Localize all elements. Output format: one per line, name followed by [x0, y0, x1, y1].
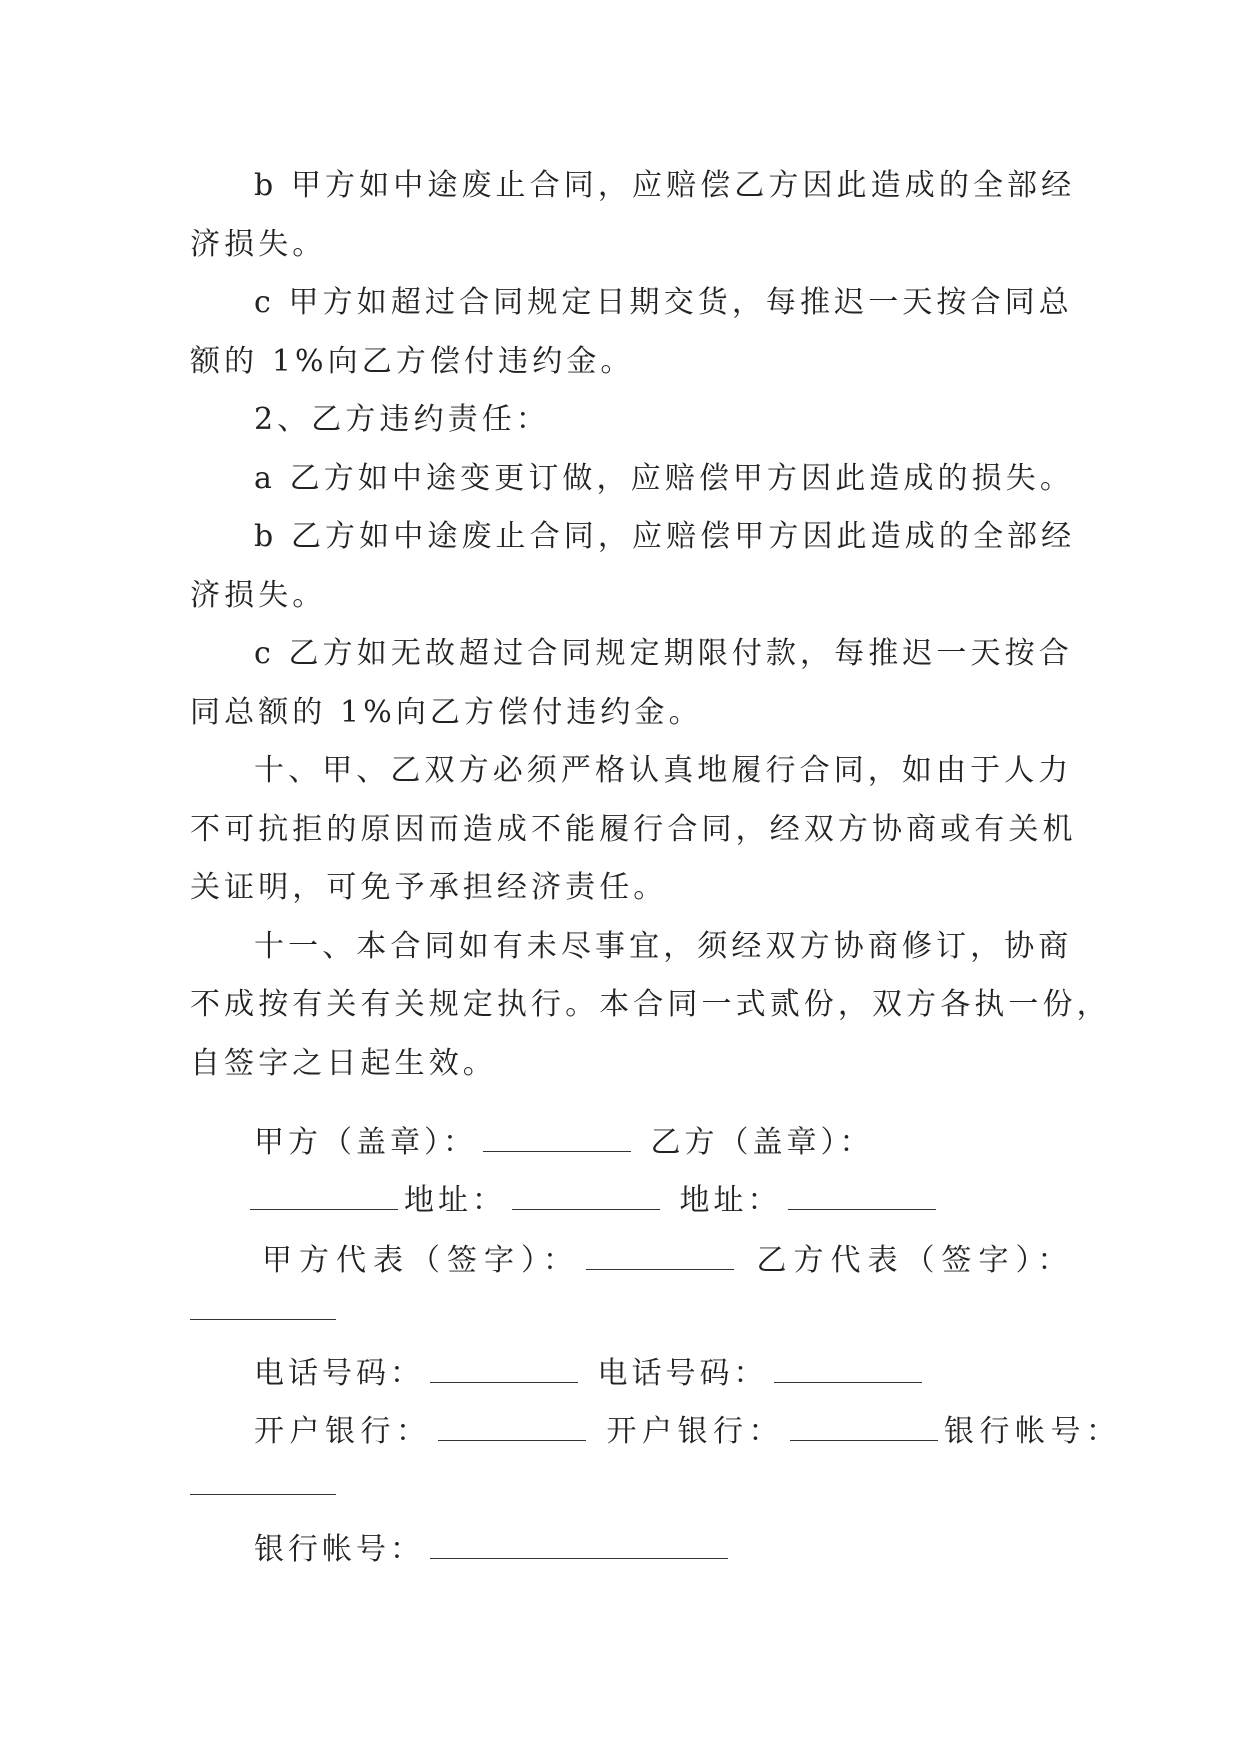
clause-line: 十一、本合同如有未尽事宜，须经双方协商修订，协商 — [254, 928, 1073, 964]
signature-row-account — [190, 1530, 1134, 1570]
party-b-seal-label: 乙方（盖章）： — [650, 1125, 874, 1160]
clause-line: c 甲方如超过合同规定日期交货，每推迟一天按合同总 — [254, 285, 1073, 320]
address-b-label: 地址： — [679, 1183, 782, 1218]
rep-b-blank — [190, 1319, 336, 1320]
signature-row-bank — [190, 1412, 1134, 1452]
clause-line: a 乙方如中途变更订做，应赔偿甲方因此造成的损失。 — [254, 460, 1074, 496]
rep-a-label: 甲方代表（签字）： — [262, 1243, 580, 1278]
rep-b-label: 乙方代表（签字）： — [756, 1243, 1075, 1278]
signature-row-seal — [190, 1123, 1134, 1163]
account-b-label: 银行帐号： — [254, 1532, 424, 1567]
bank-b-blank — [790, 1418, 938, 1441]
clause-line: 十、甲、乙双方必须严格认真地履行合同，如由于人力 — [254, 753, 1073, 788]
account-b-blank — [430, 1536, 728, 1559]
account-a-blank — [190, 1494, 336, 1495]
clause-heading: 2、乙方违约责任： — [254, 402, 550, 437]
clause-line: c 乙方如无故超过合同规定期限付款，每推迟一天按合 — [254, 636, 1073, 671]
account-a-label: 银行帐号： — [944, 1414, 1122, 1449]
signature-row-phone — [190, 1354, 1134, 1394]
signature-row-representative — [190, 1241, 1142, 1281]
party-b-seal-blank — [250, 1187, 398, 1210]
address-a-label: 地址： — [404, 1183, 506, 1218]
clause-line: b 乙方如中途废止合同，应赔偿甲方因此造成的全部经 — [254, 519, 1076, 554]
clause-line: 不成按有关有关规定执行。本合同一式贰份，双方各执一份， — [190, 987, 1111, 1022]
bank-b-label: 开户银行： — [606, 1414, 785, 1449]
clause-line: 额的 1%向乙方偿付违约金。 — [190, 343, 635, 379]
clause-line: b 甲方如中途废止合同，应赔偿乙方因此造成的全部经 — [254, 168, 1076, 203]
clause-line: 济损失。 — [190, 226, 327, 262]
party-a-seal-label: 甲方（盖章）： — [254, 1125, 477, 1160]
party-a-seal-blank — [483, 1129, 631, 1152]
phone-a-label: 电话号码： — [254, 1356, 424, 1391]
address-a-blank — [512, 1187, 660, 1210]
bank-a-blank — [438, 1418, 586, 1441]
address-b-blank — [788, 1187, 936, 1210]
clause-line: 自签字之日起生效。 — [190, 1045, 497, 1081]
contract-clauses — [190, 157, 1111, 1093]
clause-line: 济损失。 — [190, 577, 327, 613]
phone-b-blank — [774, 1360, 922, 1383]
signature-row-address — [190, 1181, 1130, 1221]
clause-line: 关证明，可免予承担经济责任。 — [190, 870, 668, 905]
clause-line: 同总额的 1%向乙方偿付违约金。 — [190, 694, 703, 730]
phone-b-label: 电话号码： — [597, 1356, 768, 1391]
rep-a-blank — [586, 1247, 734, 1270]
bank-a-label: 开户银行： — [254, 1414, 432, 1449]
clause-line: 不可抗拒的原因而造成不能履行合同，经双方协商或有关机 — [190, 811, 1077, 847]
phone-a-blank — [430, 1360, 578, 1383]
